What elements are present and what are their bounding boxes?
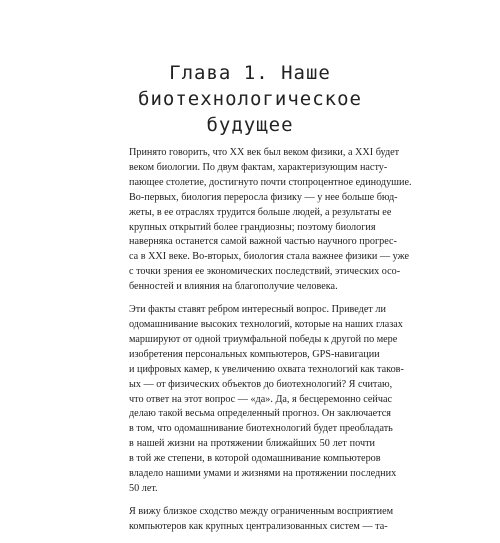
paragraph-line: Я вижу близкое сходство между ограниченным восприятием bbox=[129, 505, 394, 517]
paragraph bbox=[129, 505, 394, 535]
paragraph bbox=[129, 146, 412, 295]
paragraph-line: что ответ на этот вопрос — «да». Да, я бесцеремонно сейчас bbox=[129, 393, 393, 405]
paragraph-line: в том, что одомашнивание биотехнологий будет преобладать bbox=[129, 423, 393, 435]
paragraph-line: одомашнивание высоких технологий, которые на наших глазах bbox=[129, 318, 403, 330]
paragraph-line: маршируют от одной триумфальной победы к другой по мере bbox=[129, 333, 398, 345]
paragraph-line: Эти факты ставят ребром интересный вопрос. Приведет ли bbox=[129, 304, 386, 316]
paragraph-line: в той же степени, в которой одомашнивание компьютеров bbox=[129, 453, 381, 465]
paragraph-line: бенностей и влияния на благополучие человека. bbox=[129, 281, 338, 293]
chapter-body bbox=[129, 146, 412, 543]
paragraph-line: с точки зрения ее экономических последствий, этических осо- bbox=[129, 266, 401, 278]
paragraph-line: Во-первых, биология переросла физику — у нее больше бюд- bbox=[129, 191, 398, 203]
paragraph-line: владело нашими умами и жизнями на протяжении последних bbox=[129, 468, 397, 480]
paragraph-line: са в XXI веке. Во-вторых, биология стала важнее физики — уже bbox=[129, 251, 410, 263]
paragraph-line: крупных открытий более грандиозны; поэтому биология bbox=[129, 221, 376, 233]
paragraph-line: изобретения персональных компьютеров, GPS-навигации bbox=[129, 348, 380, 360]
paragraph-line: пающее столетие, достигнуто почти стопроцентное единодушие. bbox=[129, 176, 412, 188]
chapter-title-line: биотехнологическое bbox=[138, 88, 362, 110]
paragraph-line: 50 лет. bbox=[129, 482, 158, 494]
paragraph-line: делаю такой весьма определенный прогноз. Он заключается bbox=[129, 408, 391, 420]
paragraph-line: жеты, в ее отраслях трудится больше людей, а результаты ее bbox=[129, 206, 392, 218]
chapter-title-line: будущее bbox=[206, 114, 294, 136]
paragraph-line: и цифровых камер, к увеличению охвата технологий как таков- bbox=[129, 363, 404, 375]
paragraph-line: компьютеров как крупных централизованных систем — та- bbox=[129, 520, 388, 532]
paragraph-line: в нашей жизни на протяжении ближайших 50 лет почти bbox=[129, 438, 375, 450]
paragraph-line: веком биологии. По двум фактам, характеризующим насту- bbox=[129, 161, 388, 173]
paragraph-line: Принято говорить, что XX век был веком физики, а XXI будет bbox=[129, 147, 400, 158]
chapter-title bbox=[120, 60, 380, 138]
paragraph-line: ых — от физических объектов до биотехнологий? Я считаю, bbox=[129, 378, 393, 390]
chapter-title-line: Глава 1. Наше bbox=[169, 62, 331, 84]
paragraph-line: наверняка останется самой важной частью научного прогрес- bbox=[129, 236, 397, 248]
paragraph bbox=[129, 303, 404, 497]
